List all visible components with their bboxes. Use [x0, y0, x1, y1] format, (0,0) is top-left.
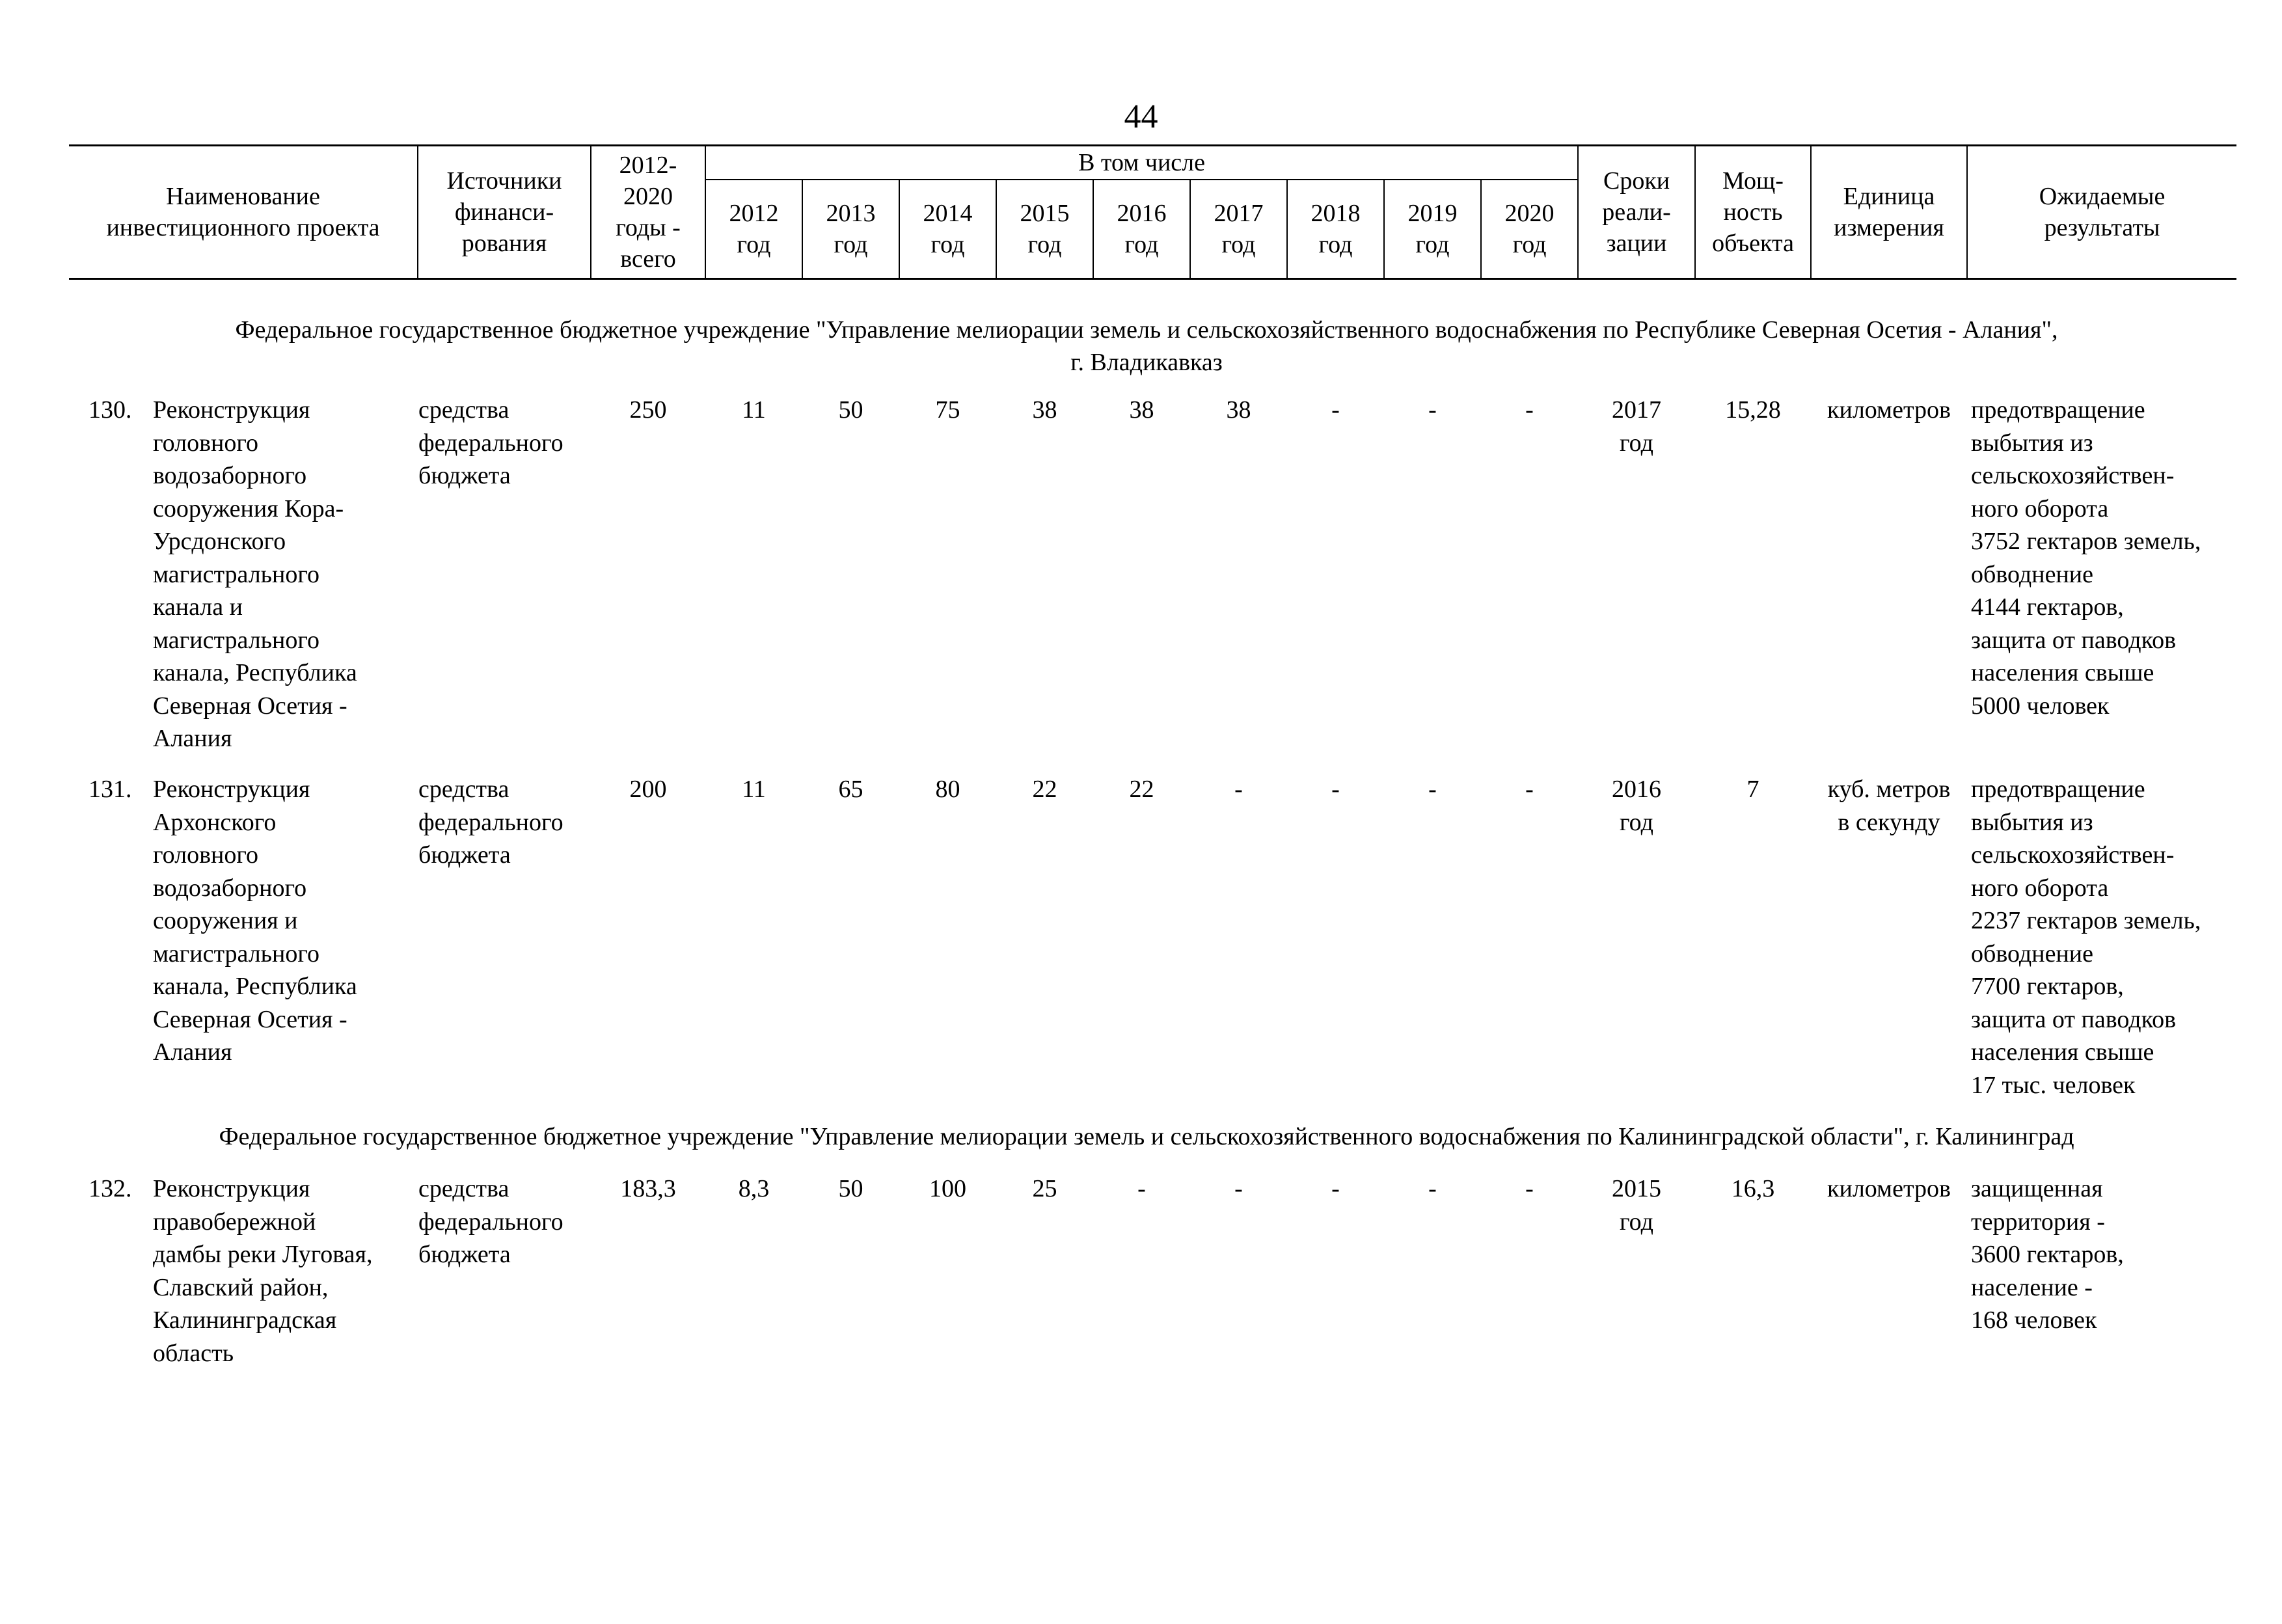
header-year-2013: 2013 год: [802, 180, 899, 279]
header-sources: Источники финанси- рования: [418, 146, 591, 279]
section-org-heading: Федеральное государственное бюджетное учреждение "Управление мелиорации земель и сельскохозяйственного водоснабжения по Калининградской области", г. Калининград: [219, 1123, 2074, 1150]
table-header: [69, 144, 2236, 280]
table-row: [69, 773, 2224, 1111]
year-2015-value: 38: [1032, 396, 1057, 424]
unit-of-measure: куб. метров в секунду: [1827, 776, 1951, 836]
capacity-value: 16,3: [1731, 1175, 1775, 1202]
year-2014-value: 100: [929, 1175, 966, 1202]
year-2018-value: -: [1331, 776, 1340, 803]
section-org-heading: Федеральное государственное бюджетное учреждение "Управление мелиорации земель и сельскохозяйственного водоснабжения по Республике Северная Осетия - Алания", г. Владикавказ: [235, 316, 2058, 376]
project-name: Реконструкция Архонского головного водозаборного сооружения и магистрального канала, Республика Северная Осетия - Алания: [153, 776, 357, 1066]
year-2015-value: 22: [1032, 776, 1057, 803]
year-2014-value: 75: [935, 396, 960, 424]
year-2020-value: -: [1525, 1175, 1534, 1202]
row-number: 130.: [88, 396, 132, 424]
implementation-term: 2016 год: [1612, 776, 1661, 836]
header-results: Ожидаемые результаты: [1967, 146, 2236, 279]
year-2016-value: -: [1137, 1175, 1146, 1202]
unit-of-measure: километров: [1827, 396, 1951, 424]
year-2019-value: -: [1428, 1175, 1437, 1202]
implementation-term: 2015 год: [1612, 1175, 1661, 1236]
year-2015-value: 25: [1032, 1175, 1057, 1202]
total-value: 183,3: [620, 1175, 676, 1202]
year-2013-value: 65: [838, 776, 863, 803]
header-term: Сроки реали- зации: [1578, 146, 1695, 279]
header-year-2014: 2014 год: [899, 180, 996, 279]
funding-source: средства федерального бюджета: [418, 1175, 564, 1268]
expected-results: предотвращение выбытия из сельскохозяйствен- ного оборота 2237 гектаров земель, обводнение 7700 гектаров, защита от паводков населения свыше 17 тыс. человек: [1971, 776, 2201, 1099]
year-2012-value: 11: [742, 396, 766, 424]
header-including: В том числе: [705, 146, 1578, 180]
year-2017-value: -: [1234, 776, 1243, 803]
header-year-2017: 2017 год: [1190, 180, 1287, 279]
year-2016-value: 38: [1129, 396, 1154, 424]
year-2018-value: -: [1331, 396, 1340, 424]
year-2019-value: -: [1428, 776, 1437, 803]
table-row: [69, 394, 2224, 752]
capacity-value: 7: [1746, 776, 1759, 803]
year-2017-value: -: [1234, 1175, 1243, 1202]
row-number: 131.: [88, 776, 132, 803]
year-2012-value: 11: [742, 776, 766, 803]
row-number: 132.: [88, 1175, 132, 1202]
table-row: [69, 1172, 2224, 1387]
project-name: Реконструкция правобережной дамбы реки Луговая, Славский район, Калининградская область: [153, 1175, 373, 1367]
year-2013-value: 50: [838, 1175, 863, 1202]
expected-results: предотвращение выбытия из сельскохозяйствен- ного оборота 3752 гектаров земель, обводнение 4144 гектаров, защита от паводков населения свыше 5000 человек: [1971, 396, 2201, 720]
header-name: Наименование инвестиционного проекта: [69, 146, 418, 279]
year-2012-value: 8,3: [738, 1175, 770, 1202]
funding-source: средства федерального бюджета: [418, 396, 564, 489]
year-2016-value: 22: [1129, 776, 1154, 803]
page-number: 44: [1124, 98, 1158, 135]
header-year-2012: 2012 год: [705, 180, 802, 279]
unit-of-measure: километров: [1827, 1175, 1951, 1202]
capacity-value: 15,28: [1725, 396, 1781, 424]
year-2014-value: 80: [935, 776, 960, 803]
total-value: 200: [629, 776, 667, 803]
header-unit: Единица измерения: [1811, 146, 1967, 279]
implementation-term: 2017 год: [1612, 396, 1661, 457]
year-2020-value: -: [1525, 776, 1534, 803]
project-name: Реконструкция головного водозаборного сооружения Кора- Урсдонского магистрального канала и магистрального канала, Республика Северная Осетия - Алания: [153, 396, 357, 752]
header-year-2020: 2020 год: [1481, 180, 1578, 279]
header-capacity: Мощ- ность объекта: [1695, 146, 1811, 279]
header-year-2019: 2019 год: [1384, 180, 1481, 279]
header-year-2018: 2018 год: [1287, 180, 1384, 279]
expected-results: защищенная территория - 3600 гектаров, население - 168 человек: [1971, 1175, 2124, 1334]
year-2018-value: -: [1331, 1175, 1340, 1202]
year-2017-value: 38: [1226, 396, 1251, 424]
header-total: 2012- 2020 годы - всего: [591, 146, 705, 279]
total-value: 250: [629, 396, 667, 424]
funding-source: средства федерального бюджета: [418, 776, 564, 869]
year-2020-value: -: [1525, 396, 1534, 424]
year-2019-value: -: [1428, 396, 1437, 424]
header-year-2015: 2015 год: [996, 180, 1093, 279]
header-year-2016: 2016 год: [1093, 180, 1190, 279]
year-2013-value: 50: [838, 396, 863, 424]
